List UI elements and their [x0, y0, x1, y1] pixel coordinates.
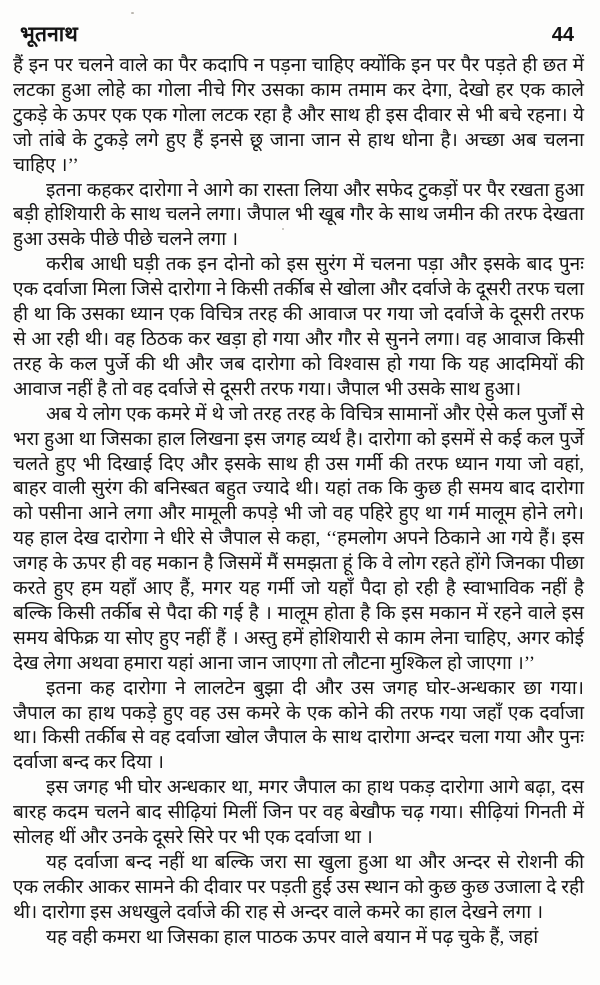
paragraph: करीब आधी घड़ी तक इन दोनो को इस सुरंग में चलना पड़ा और इसके बाद पुनः एक दर्वाजा मिला जिसे दारोगा ने किसी तर्कीब से खोला और दर्वाजे के दूसरी तरफ चला ही था कि उसका ध्यान एक विचित्र तरह की आवाज पर गया जो दर्वाजे के दूसरी तरफ से आ रही थी। वह ठिठक कर खड़ा हो गया और गौर से सुनने लगा। वह आवाज किसी तरह के कल पुर्जे की थी और जब दारोगा को विश्वास हो गया कि यह आदमियों की आवाज नहीं है तो वह दर्वाजे से दूसरी तरफ गया। जैपाल भी उसके साथ हुआ। [13, 254, 584, 400]
page-header [0, 0, 600, 48]
paragraph: इतना कहकर दारोगा ने आगे का रास्ता लिया और सफेद टुकड़ों पर पैर रखता हुआ बड़ी होशियारी के साथ चलने लगा। जैपाल भी खूब गौर के साथ जमीन की तरफ देखता हुआ उसके पीछे पीछे चलने लगा । [13, 179, 584, 251]
paragraph: यह वही कमरा था जिसका हाल पाठक ऊपर वाले बयान में पढ़ चुके हैं, जहां [46, 926, 539, 948]
paragraph: यह दर्वाजा बन्द नहीं था बल्कि जरा सा खुला हुआ था और अन्दर से रोशनी की एक लकीर आकर सामने की दीवार पर पड़ती हुई उस स्थान को कुछ कुछ उजाला दे रही थी। दारोगा इस अधखुले दर्वाजे की राह से अन्दर वाले कमरे का हाल देखने लगा । [13, 852, 584, 923]
book-title: भूतनाथ [20, 22, 79, 46]
page-body [0, 48, 600, 951]
paragraph: अब ये लोग एक कमरे में थे जो तरह तरह के विचित्र सामानों और ऐसे कल पुर्जों से भरा हुआ था जिसका हाल लिखना इस जगह व्यर्थ है। दारोगा को इसमें से कई कल पुर्जे चलते हुए भी दिखाई दिए और इसके साथ ही उस गर्मी की तरफ ध्यान गया जो वहां, बाहर वाली सुरंग की बनिस्बत बहुत ज्यादे थी। यहां तक कि कुछ ही समय बाद दारोगा को पसीना आने लगा और मामूली कपड़े भी जो वह पहिरे हुए था गर्म मालूम होने लगे। यह हाल देख दारोगा ने धीरे से जैपाल से कहा, ‘‘हमलोग अपने ठिकाने आ गये हैं। इस जगह के ऊपर ही वह मकान है जिसमें मैं समझता हूं कि वे लोग रहते होंगे जिनका पीछा करते हुए हम यहाँ आए हैं, मगर यह गर्मी जो यहाँ पैदा हो रही है स्वाभाविक नहीं है बल्कि किसी तर्कीब से पैदा की गई है । मालूम होता है कि इस मकान में रहने वाले इस समय बेफिक्र या सोए हुए नहीं हैं । अस्तु हमें होशियारी से काम लेना चाहिए, अगर कोई देख लेगा अथवा हमारा यहां आना जान जाएगा तो लौटना मुश्किल हो जाएगा ।’’ [13, 403, 584, 674]
scan-speckle [282, 228, 284, 230]
paragraph-continuation: हैं इन पर चलने वाले का पैर कदापि न पड़ना चाहिए क्योंकि इन पर पैर पड़ते ही छत में लटका हुआ लोहे का गोला नीचे गिर उसका काम तमाम कर देगा, देखो हर एक काले टुकड़े के ऊपर एक एक गोला लटक रहा है और साथ ही इस दीवार से भी बचे रहना। ये जो तांबे के टुकड़े लगे हुए हैं इनसे छू जाना जान से हाथ धोना है। अच्छा अब चलना चाहिए ।’’ [13, 55, 584, 176]
paragraph: इस जगह भी घोर अन्धकार था, मगर जैपाल का हाथ पकड़ दारोगा आगे बढ़ा, दस बारह कदम चलने बाद सीढ़ियां मिलीं जिन पर वह बेखौफ चढ़ गया। सीढ़ियां गिनती में सोलह थीं और उनके दूसरे सिरे पर भी एक दर्वाजा था । [13, 777, 584, 849]
page-number: 44 [551, 24, 574, 46]
scan-speckle [131, 12, 134, 14]
paragraph: इतना कह दारोगा ने लालटेन बुझा दी और उस जगह घोर-अन्धकार छा गया। जैपाल का हाथ पकड़े हुए वह उस कमरे के एक कोने की तरफ गया जहाँ एक दर्वाजा था। किसी तर्कीब से वह दर्वाजा खोल जैपाल के साथ दारोगा अन्दर चला गया और पुनः दर्वाजा बन्द कर दिया । [13, 677, 584, 774]
